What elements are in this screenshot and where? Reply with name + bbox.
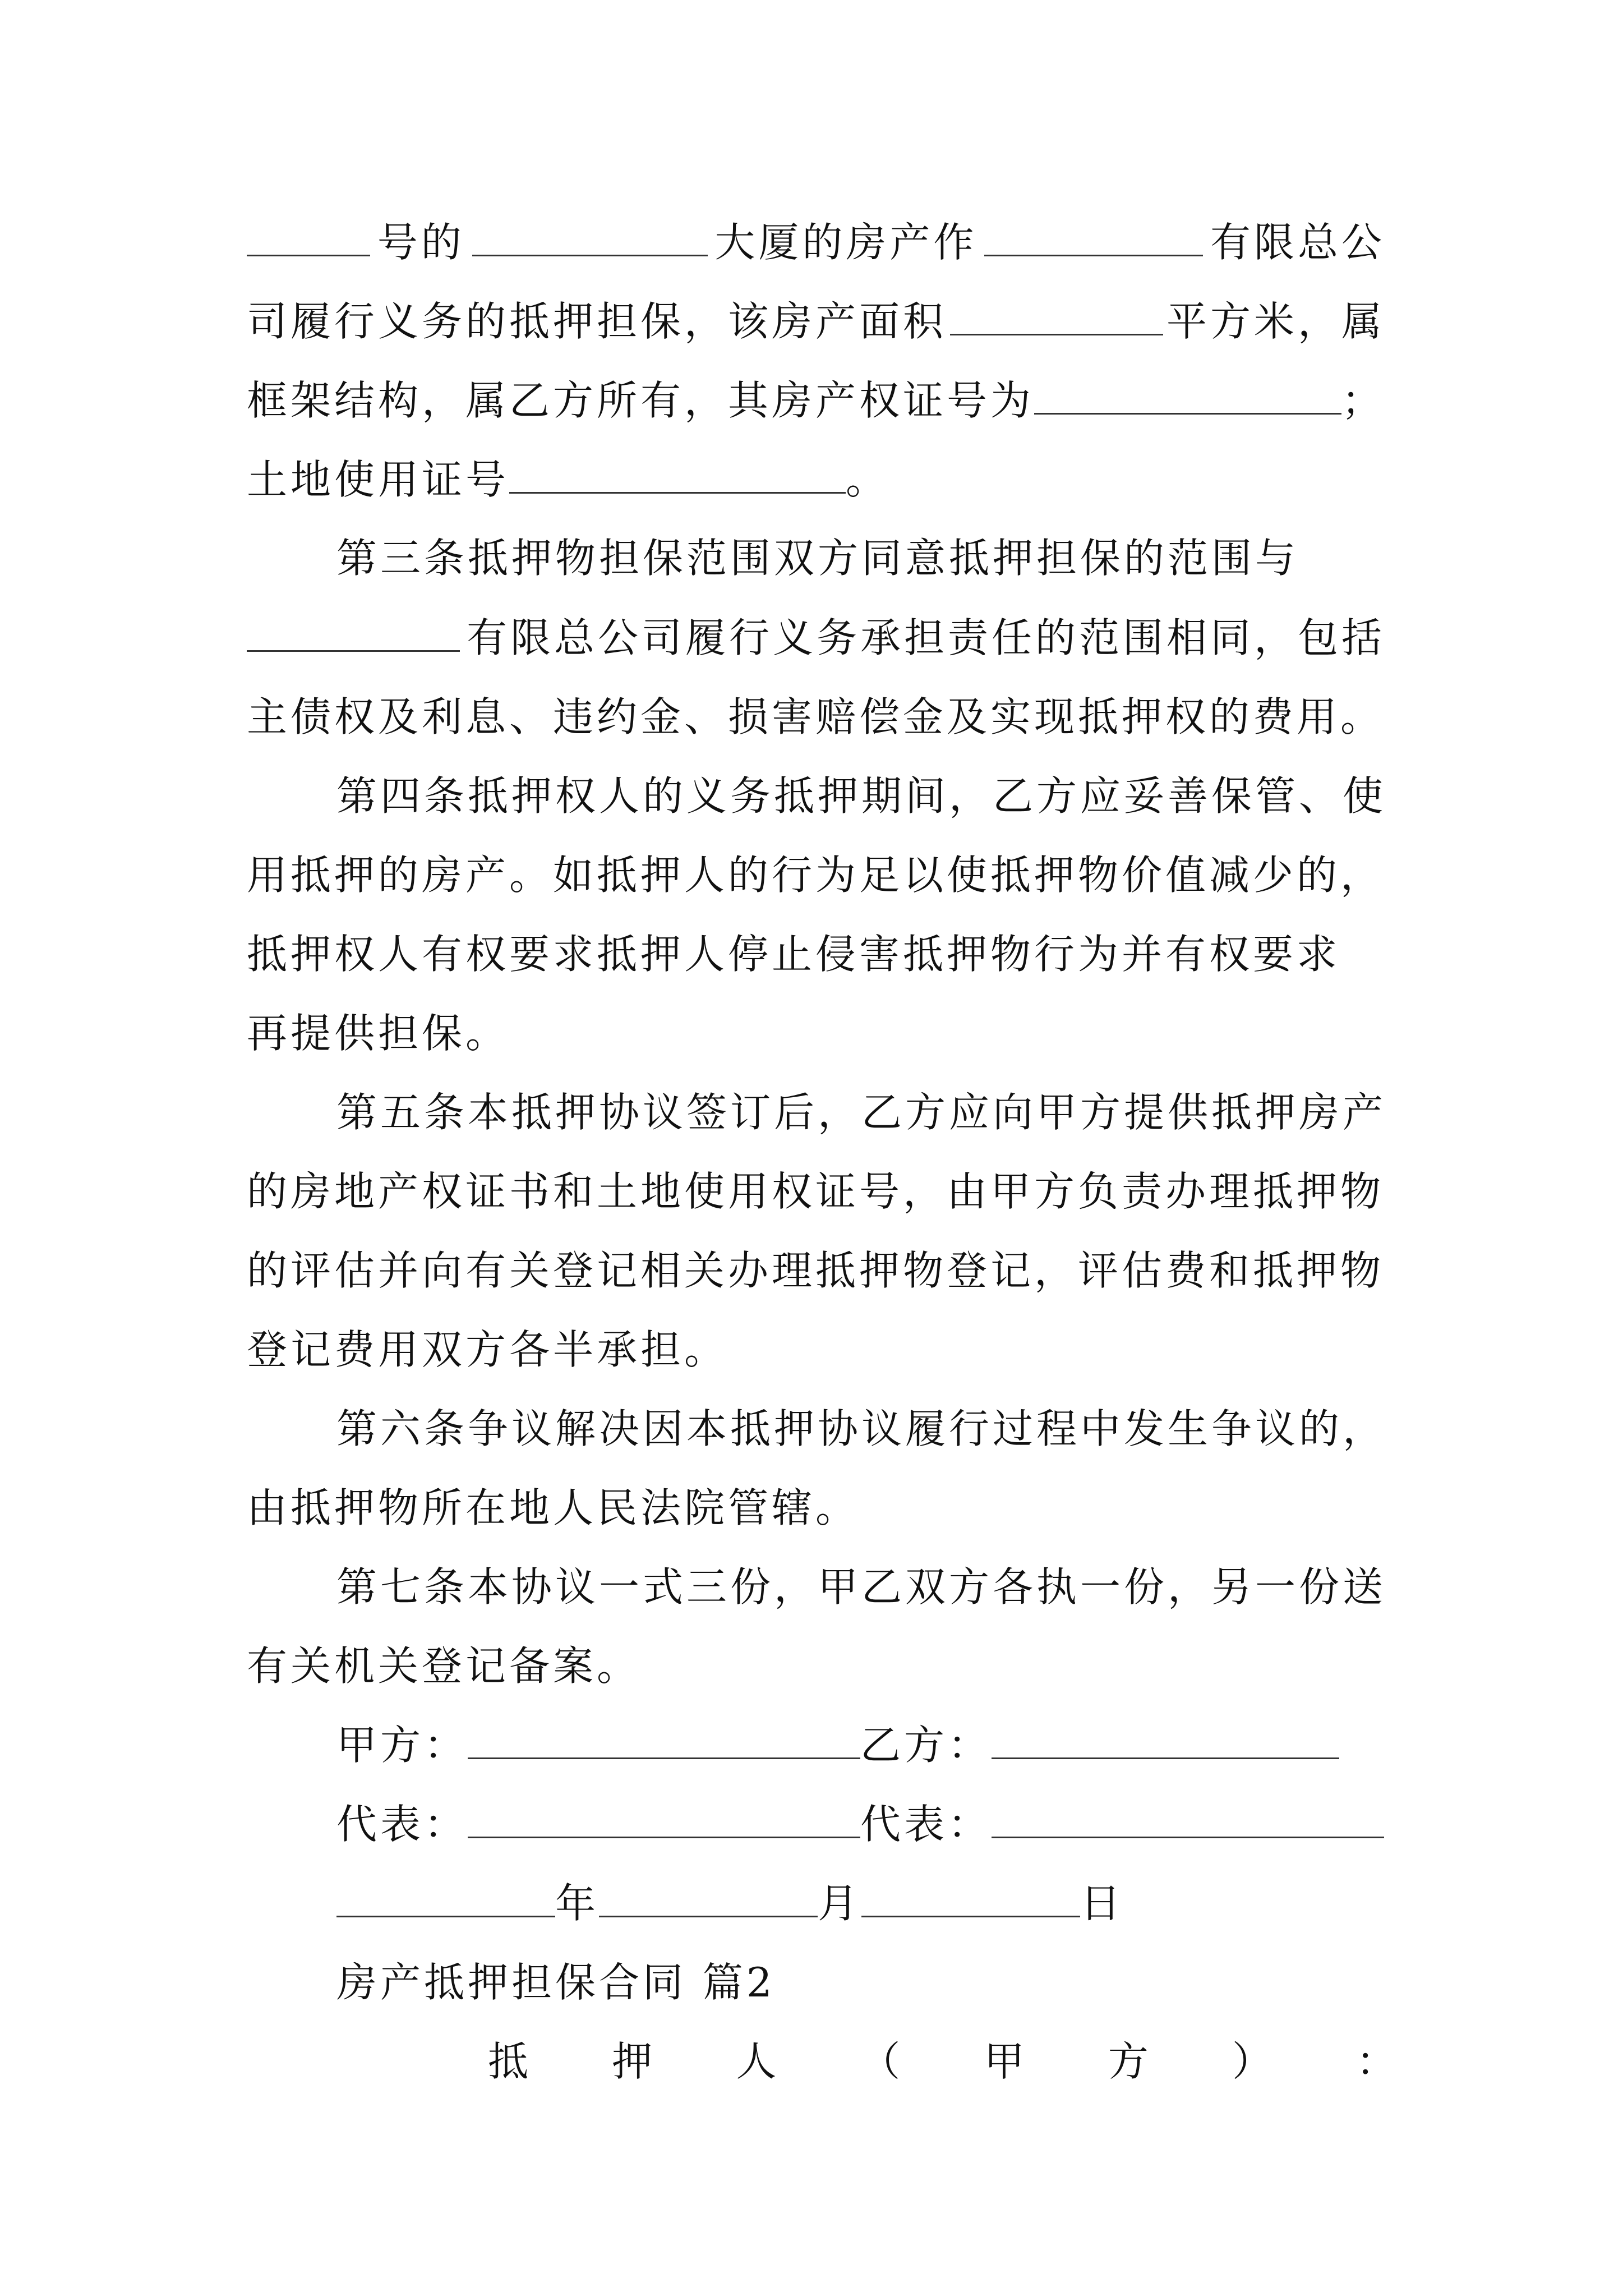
article-7-line-1: 第七条本协议一式三份，甲乙双方各执一份，另一份送	[336, 1563, 1387, 1611]
spread-char: 人	[736, 2038, 777, 2085]
article-7-line-2: 有关机关登记备案。	[247, 1642, 641, 1690]
party-b-label: 乙方：	[860, 1722, 992, 1769]
date-line	[336, 1864, 1385, 1943]
party-line	[336, 1706, 1385, 1784]
party-a-signature-field[interactable]	[468, 1724, 860, 1759]
article-3-line-3: 主债权及利息、违约金、损害赔偿金及实现抵押权的费用。	[247, 693, 1385, 740]
day-label: 日	[1080, 1880, 1124, 1927]
contract-line-1	[247, 203, 1385, 282]
text-run: 框架结构，属乙方所有，其房产权证号为	[247, 377, 1035, 424]
mortgagor-heading	[488, 2022, 1396, 2101]
spread-char: 抵	[488, 2038, 529, 2085]
year-label: 年	[555, 1880, 600, 1927]
day-field[interactable]	[861, 1882, 1080, 1917]
contract-line-4	[247, 440, 1385, 519]
party-a-label: 甲方：	[336, 1722, 468, 1769]
rep-a-signature-field[interactable]	[468, 1803, 860, 1838]
text-run: 司履行义务的抵押担保，该房产面积	[247, 298, 947, 345]
spread-char: ）	[1232, 2038, 1272, 2085]
blank-field	[247, 221, 370, 256]
rep-b-signature-field[interactable]	[992, 1803, 1384, 1838]
blank-field	[247, 616, 460, 652]
spread-char: 押	[612, 2038, 653, 2085]
text-run: 大厦的房产作	[714, 219, 978, 266]
article-6-line-1: 第六条争议解决因本抵押协议履行过程中发生争议的，	[336, 1405, 1387, 1452]
article-4-line-4: 再提供担保。	[247, 1010, 510, 1057]
article-5-line-4: 登记费用双方各半承担。	[247, 1326, 728, 1373]
article-6-line-2: 由抵押物所在地人民法院管辖。	[247, 1484, 860, 1531]
text-run: 土地使用证号	[247, 456, 510, 503]
rep-a-label: 代表：	[336, 1801, 468, 1848]
article-4-line-2: 用抵押的房产。如抵押人的行为足以使抵押物价值减少的，	[247, 852, 1385, 899]
blank-field	[950, 300, 1163, 335]
text-run: 有限总公司履行义务承担责任的范围相同，包括	[466, 614, 1385, 661]
blank-field	[984, 221, 1203, 256]
article-3-line-1: 第三条抵押物担保范围双方同意抵押担保的范围与	[336, 535, 1299, 582]
month-label: 月	[818, 1880, 862, 1927]
blank-field	[472, 221, 708, 256]
article-4-line-3: 抵押权人有权要求抵押人停止侵害抵押物行为并有权要求	[247, 931, 1341, 978]
text-run: 号的	[377, 219, 465, 266]
article-4-line-1: 第四条抵押权人的义务抵押期间，乙方应妥善保管、使	[336, 772, 1387, 820]
text-run: 有限总公	[1210, 219, 1385, 266]
representative-line	[336, 1785, 1385, 1864]
spread-char: 甲	[984, 2038, 1025, 2085]
article-5-line-1: 第五条本抵押协议签订后，乙方应向甲方提供抵押房产	[336, 1089, 1387, 1136]
next-contract-title: 房产抵押担保合同 篇2	[336, 1959, 776, 2006]
spread-char: ：	[1355, 2038, 1396, 2085]
year-field[interactable]	[336, 1882, 555, 1917]
month-field[interactable]	[599, 1882, 818, 1917]
article-3-line-2	[247, 599, 1385, 677]
text-run: 平方米，属	[1166, 298, 1385, 345]
party-b-signature-field[interactable]	[992, 1724, 1339, 1759]
spread-char: 方	[1108, 2038, 1149, 2085]
text-run: ；	[1341, 377, 1385, 424]
rep-b-label: 代表：	[860, 1801, 992, 1848]
blank-field	[509, 458, 846, 494]
text-run: 。	[846, 456, 890, 503]
article-5-line-2: 的房地产权证书和土地使用权证号，由甲方负责办理抵押物	[247, 1168, 1385, 1215]
spread-char: （	[860, 2038, 901, 2085]
article-5-line-3: 的评估并向有关登记相关办理抵押物登记，评估费和抵押物	[247, 1247, 1385, 1294]
contract-line-2	[247, 282, 1385, 361]
contract-line-3	[247, 361, 1385, 440]
blank-field	[1034, 379, 1341, 415]
